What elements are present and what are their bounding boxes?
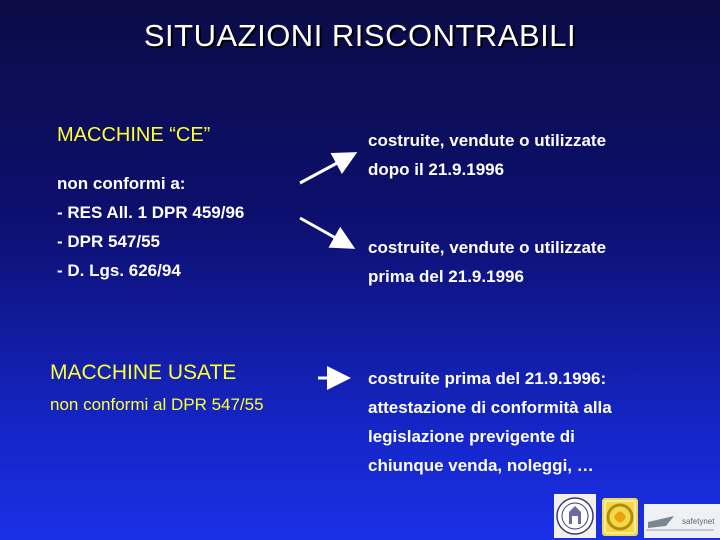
ce-before-line: prima del 21.9.1996 — [368, 267, 524, 286]
usate-result-line: costruite prima del 21.9.1996: — [368, 369, 607, 388]
safetynet-logo — [644, 504, 720, 538]
logos-strip — [552, 492, 720, 540]
university-seal-logo — [554, 494, 596, 538]
ce-list-item: non conformi a: — [57, 174, 186, 193]
usate-result-line: legislazione previgente di — [368, 427, 575, 446]
slide-title: SITUAZIONI RISCONTRABILI — [143, 18, 577, 53]
usate-result-line: attestazione di conformità alla — [368, 398, 612, 417]
ce-after-line: dopo il 21.9.1996 — [368, 160, 505, 179]
arrow-down-icon — [300, 218, 350, 246]
ce-after-line: costruite, vendute o utilizzate — [368, 131, 607, 150]
svg-text:safetynet: safetynet — [682, 517, 715, 526]
usate-result-line: chiunque venda, noleggi, … — [368, 456, 594, 475]
ce-heading: MACCHINE “CE” — [57, 124, 211, 146]
ce-list-item: - DPR 547/55 — [57, 232, 160, 251]
usate-heading: MACCHINE USATE — [50, 361, 237, 384]
yellow-emblem-logo — [602, 498, 638, 536]
ce-list-item: - RES All. 1 DPR 459/96 — [57, 203, 245, 222]
ce-list-item: - D. Lgs. 626/94 — [57, 261, 181, 280]
usate-subtitle: non conformi al DPR 547/55 — [50, 395, 264, 414]
arrow-up-icon — [300, 155, 352, 183]
ce-before-line: costruite, vendute o utilizzate — [368, 238, 607, 257]
